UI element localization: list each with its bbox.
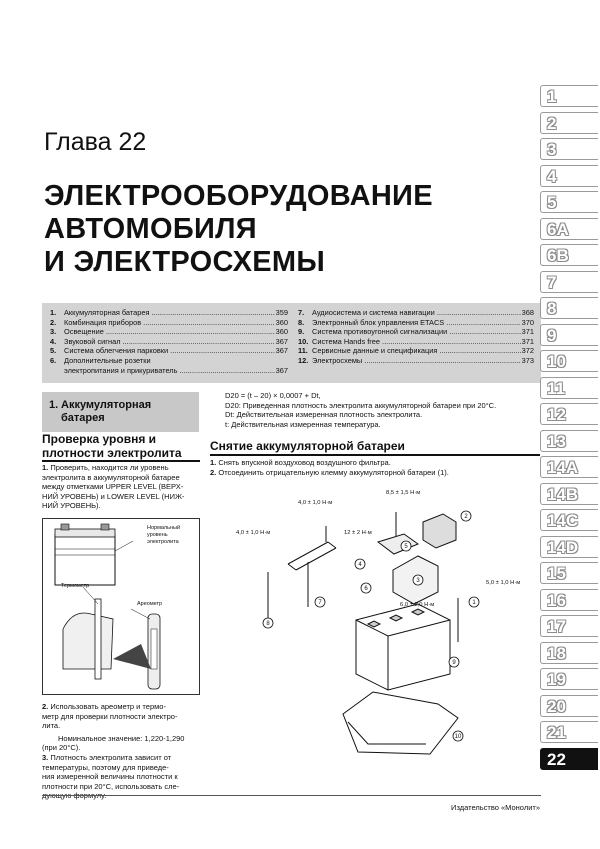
battery-hydrometer-illustration (43, 519, 199, 694)
formula-line: D20 = (t – 20) × 0,0007 + Dt, (225, 391, 321, 400)
step-text: ния измеренной величины плотности к (42, 772, 178, 782)
toc-entry (50, 308, 288, 318)
title-line: ЭЛЕКТРООБОРУДОВАНИЕ (44, 180, 433, 212)
chapter-tab-15[interactable]: 15 (540, 562, 598, 584)
callout-3: 3 (416, 578, 420, 585)
removal-steps (210, 458, 540, 477)
text-line (42, 791, 200, 801)
toc-title: Система противоугонной сигнализации ..... (312, 327, 521, 337)
toc-number: 2. (50, 317, 57, 327)
toc-page: 368 (521, 308, 534, 317)
toc-page: 367 (275, 336, 288, 346)
toc-title: Аудиосистема и система навигации ..... (312, 308, 521, 318)
heading-rule (210, 454, 540, 456)
chapter-tab-6b[interactable]: 6B (540, 244, 598, 266)
step-number: 2. (42, 702, 49, 711)
toc-number: 10. (298, 336, 309, 346)
toc-number: 5. (50, 346, 57, 356)
check-steps-2-3 (42, 702, 200, 801)
toc-entry (50, 346, 288, 356)
toc-page: 367 (275, 365, 288, 375)
toc-number: 1. (50, 308, 57, 317)
table-of-contents (42, 303, 541, 383)
step-text: метр для проверки плотности электро- (42, 711, 178, 721)
toc-entry (50, 356, 288, 366)
text-line (42, 702, 200, 712)
step-text: температуры, поэтому для приведе- (42, 762, 169, 772)
toc-entry (50, 366, 288, 376)
removal-heading: Снятие аккумуляторной батареи (210, 439, 405, 453)
step-number: 2. (210, 467, 217, 477)
step-text: между отметками UPPER LEVEL (ВЕРХ- (42, 482, 184, 492)
section-title (61, 399, 151, 425)
step-text: лита. (42, 721, 61, 731)
chapter-tab-13[interactable]: 13 (540, 430, 598, 452)
chapter-tab-21[interactable]: 21 (540, 721, 598, 743)
chapter-tab-14d[interactable]: 14D (540, 536, 598, 558)
toc-title: Освещение ..... (64, 327, 275, 337)
section-title-line: батарея (61, 412, 105, 424)
battery-exploded-illustration (218, 482, 546, 787)
section-header (42, 392, 199, 432)
text-line (210, 458, 540, 468)
toc-page: 371 (521, 327, 534, 337)
figure-label: Нормальный (147, 525, 181, 531)
check-step-1 (42, 463, 200, 511)
chapter-tab-20[interactable]: 20 (540, 695, 598, 717)
chapter-tab-5[interactable]: 5 (540, 191, 598, 213)
formula-line: D20: Приведенная плотность электролита аккумуляторной батареи при 20°С. (225, 400, 497, 410)
text-line (42, 463, 200, 473)
toc-entry (298, 337, 534, 347)
toc-page: 371 (521, 336, 534, 346)
step-text: Использовать ареометр и термо- (50, 702, 166, 711)
torque-label: 12 ± 2 Н·м (344, 530, 372, 536)
text-line (210, 468, 540, 478)
chapter-tab-14a[interactable]: 14A (540, 456, 598, 478)
step-text: НИЙ УРОВЕНЬ) и LOWER LEVEL (НИЖ- (42, 491, 185, 501)
step-text: электролита в аккумуляторной батарее (42, 472, 180, 482)
callout-7: 7 (318, 600, 322, 607)
toc-page (287, 356, 288, 366)
formula-line: t: Действительная измеренная температура. (225, 419, 381, 429)
chapter-tab-19[interactable]: 19 (540, 668, 598, 690)
toc-entry (298, 308, 534, 318)
toc-page: 367 (275, 346, 288, 356)
figure-label: уровень (147, 532, 168, 538)
heading-line: плотности электролита (42, 446, 182, 460)
toc-page: 370 (521, 317, 534, 327)
nominal-value: Номинальное значение: 1,220-1,290 (58, 733, 185, 743)
callout-10: 10 (454, 734, 462, 741)
chapter-tab-2[interactable]: 2 (540, 112, 598, 134)
toc-entry (298, 356, 534, 366)
figure-label: электролита (147, 539, 179, 545)
torque-label: 8,5 ± 1,5 Н·м (386, 490, 421, 496)
text-line (42, 763, 200, 773)
text-line (42, 753, 200, 763)
figure-label: Ареометр (137, 601, 163, 607)
toc-entry (298, 318, 534, 328)
chapter-tab-18[interactable]: 18 (540, 642, 598, 664)
density-formula (225, 391, 496, 429)
chapter-title (44, 180, 433, 279)
toc-title: Электросхемы ..... (312, 356, 521, 366)
toc-page: 360 (275, 317, 288, 327)
step-number: 3. (42, 752, 49, 762)
torque-label: 6,0 ± 2,0 Н·м (400, 602, 435, 608)
toc-title: Система Hands free ..... (312, 337, 521, 347)
step-text: Снять впускной воздуховод воздушного фильтра. (218, 458, 391, 467)
torque-label: 4,0 ± 1,0 Н·м (236, 530, 271, 536)
toc-entry (50, 318, 288, 328)
chapter-tab-3[interactable]: 3 (540, 138, 598, 160)
toc-title: Звуковой сигнал ..... (64, 337, 275, 347)
heading-rule (42, 460, 200, 462)
figure-label: Термометр (61, 583, 90, 589)
toc-left-column (50, 308, 288, 375)
battery-removal-figure (218, 482, 546, 787)
callout-2: 2 (464, 514, 468, 521)
toc-number: 4. (50, 336, 57, 346)
chapter-tab-7[interactable]: 7 (540, 271, 598, 293)
toc-title: электропитания и прикуриватель ..... (64, 366, 275, 376)
toc-number: 12. (298, 355, 309, 365)
toc-entry (298, 327, 534, 337)
chapter-tab-12[interactable]: 12 (540, 403, 598, 425)
text-line (42, 782, 200, 792)
callout-6: 6 (364, 586, 368, 593)
text-line (42, 712, 200, 722)
toc-title: Система облегчения парковки ..... (64, 346, 275, 356)
step-text: плотности при 20°С, использовать сле- (42, 781, 180, 791)
toc-entry (50, 337, 288, 347)
publisher: Издательство «Монолит» (451, 803, 540, 812)
chapter-tab-4[interactable]: 4 (540, 165, 598, 187)
step-text: Проверить, находится ли уровень (50, 463, 169, 472)
step-number: 1. (42, 463, 49, 472)
toc-number: 7. (298, 308, 305, 317)
chapter-tab-10[interactable]: 10 (540, 350, 598, 372)
formula-line: Dt: Действительная измеренная плотность электролита. (225, 410, 423, 420)
text-line (42, 473, 200, 483)
toc-entry (298, 346, 534, 356)
toc-page: 360 (275, 327, 288, 337)
step-number: 1. (210, 458, 217, 467)
title-line: И ЭЛЕКТРОСХЕМЫ (44, 246, 326, 278)
step-text: Отсоединить отрицательную клемму аккумуляторной батареи (1). (218, 467, 449, 477)
chapter-tab-8[interactable]: 8 (540, 297, 598, 319)
text-line (42, 501, 200, 511)
section-title-line: Аккумуляторная (61, 399, 152, 411)
torque-label: 5,0 ± 1,0 Н·м (486, 580, 521, 586)
toc-number: 3. (50, 327, 57, 337)
text-line (42, 492, 200, 502)
toc-entry (50, 327, 288, 337)
title-line: АВТОМОБИЛЯ (44, 213, 257, 245)
toc-title: Комбинация приборов ..... (64, 318, 275, 328)
toc-number: 9. (298, 327, 305, 337)
toc-page: 372 (521, 346, 534, 356)
callout-9: 9 (452, 660, 456, 667)
step-text: НИЙ УРОВЕНЬ). (42, 501, 101, 511)
toc-title: Сервисные данные и спецификация ..... (312, 346, 521, 356)
toc-title: Электронный блок управления ETACS ..... (312, 318, 521, 328)
callout-8: 8 (266, 621, 270, 628)
chapter-tab-11[interactable]: 11 (540, 377, 598, 399)
toc-right-column (298, 308, 534, 366)
section-number: 1. (49, 399, 59, 411)
chapter-label: Глава 22 (44, 128, 147, 156)
electrolyte-figure (42, 518, 200, 695)
toc-number: 6. (50, 355, 57, 365)
text-line (42, 482, 200, 492)
chapter-tab-6a[interactable]: 6A (540, 218, 598, 240)
toc-page: 359 (275, 308, 288, 317)
chapter-tab-9[interactable]: 9 (540, 324, 598, 346)
text-line (42, 721, 200, 731)
callout-1: 1 (472, 600, 476, 607)
nominal-value: (при 20°С). (42, 743, 81, 753)
chapter-tab-22[interactable]: 22 (540, 748, 598, 770)
step-text: Плотность электролита зависит от (50, 752, 172, 762)
toc-number: 11. (298, 346, 308, 356)
chapter-tab-1[interactable]: 1 (540, 85, 598, 107)
callout-4: 4 (358, 562, 362, 569)
check-heading (42, 432, 182, 460)
toc-number: 8. (298, 317, 305, 327)
toc-title: Дополнительные розетки (64, 355, 151, 365)
text-line (42, 772, 200, 782)
torque-label: 4,0 ± 1,0 Н·м (298, 500, 333, 506)
toc-title: Аккумуляторная батарея ..... (64, 308, 275, 318)
footer-rule (42, 795, 541, 796)
toc-number (50, 366, 64, 376)
chapter-tab-14c[interactable]: 14C (540, 509, 598, 531)
toc-page: 373 (521, 355, 534, 365)
chapter-tab-14b[interactable]: 14B (540, 483, 598, 505)
heading-line: Проверка уровня и (42, 432, 157, 446)
chapter-tab-16[interactable]: 16 (540, 589, 598, 611)
chapter-tab-17[interactable]: 17 (540, 615, 598, 637)
callout-5: 5 (404, 544, 408, 551)
